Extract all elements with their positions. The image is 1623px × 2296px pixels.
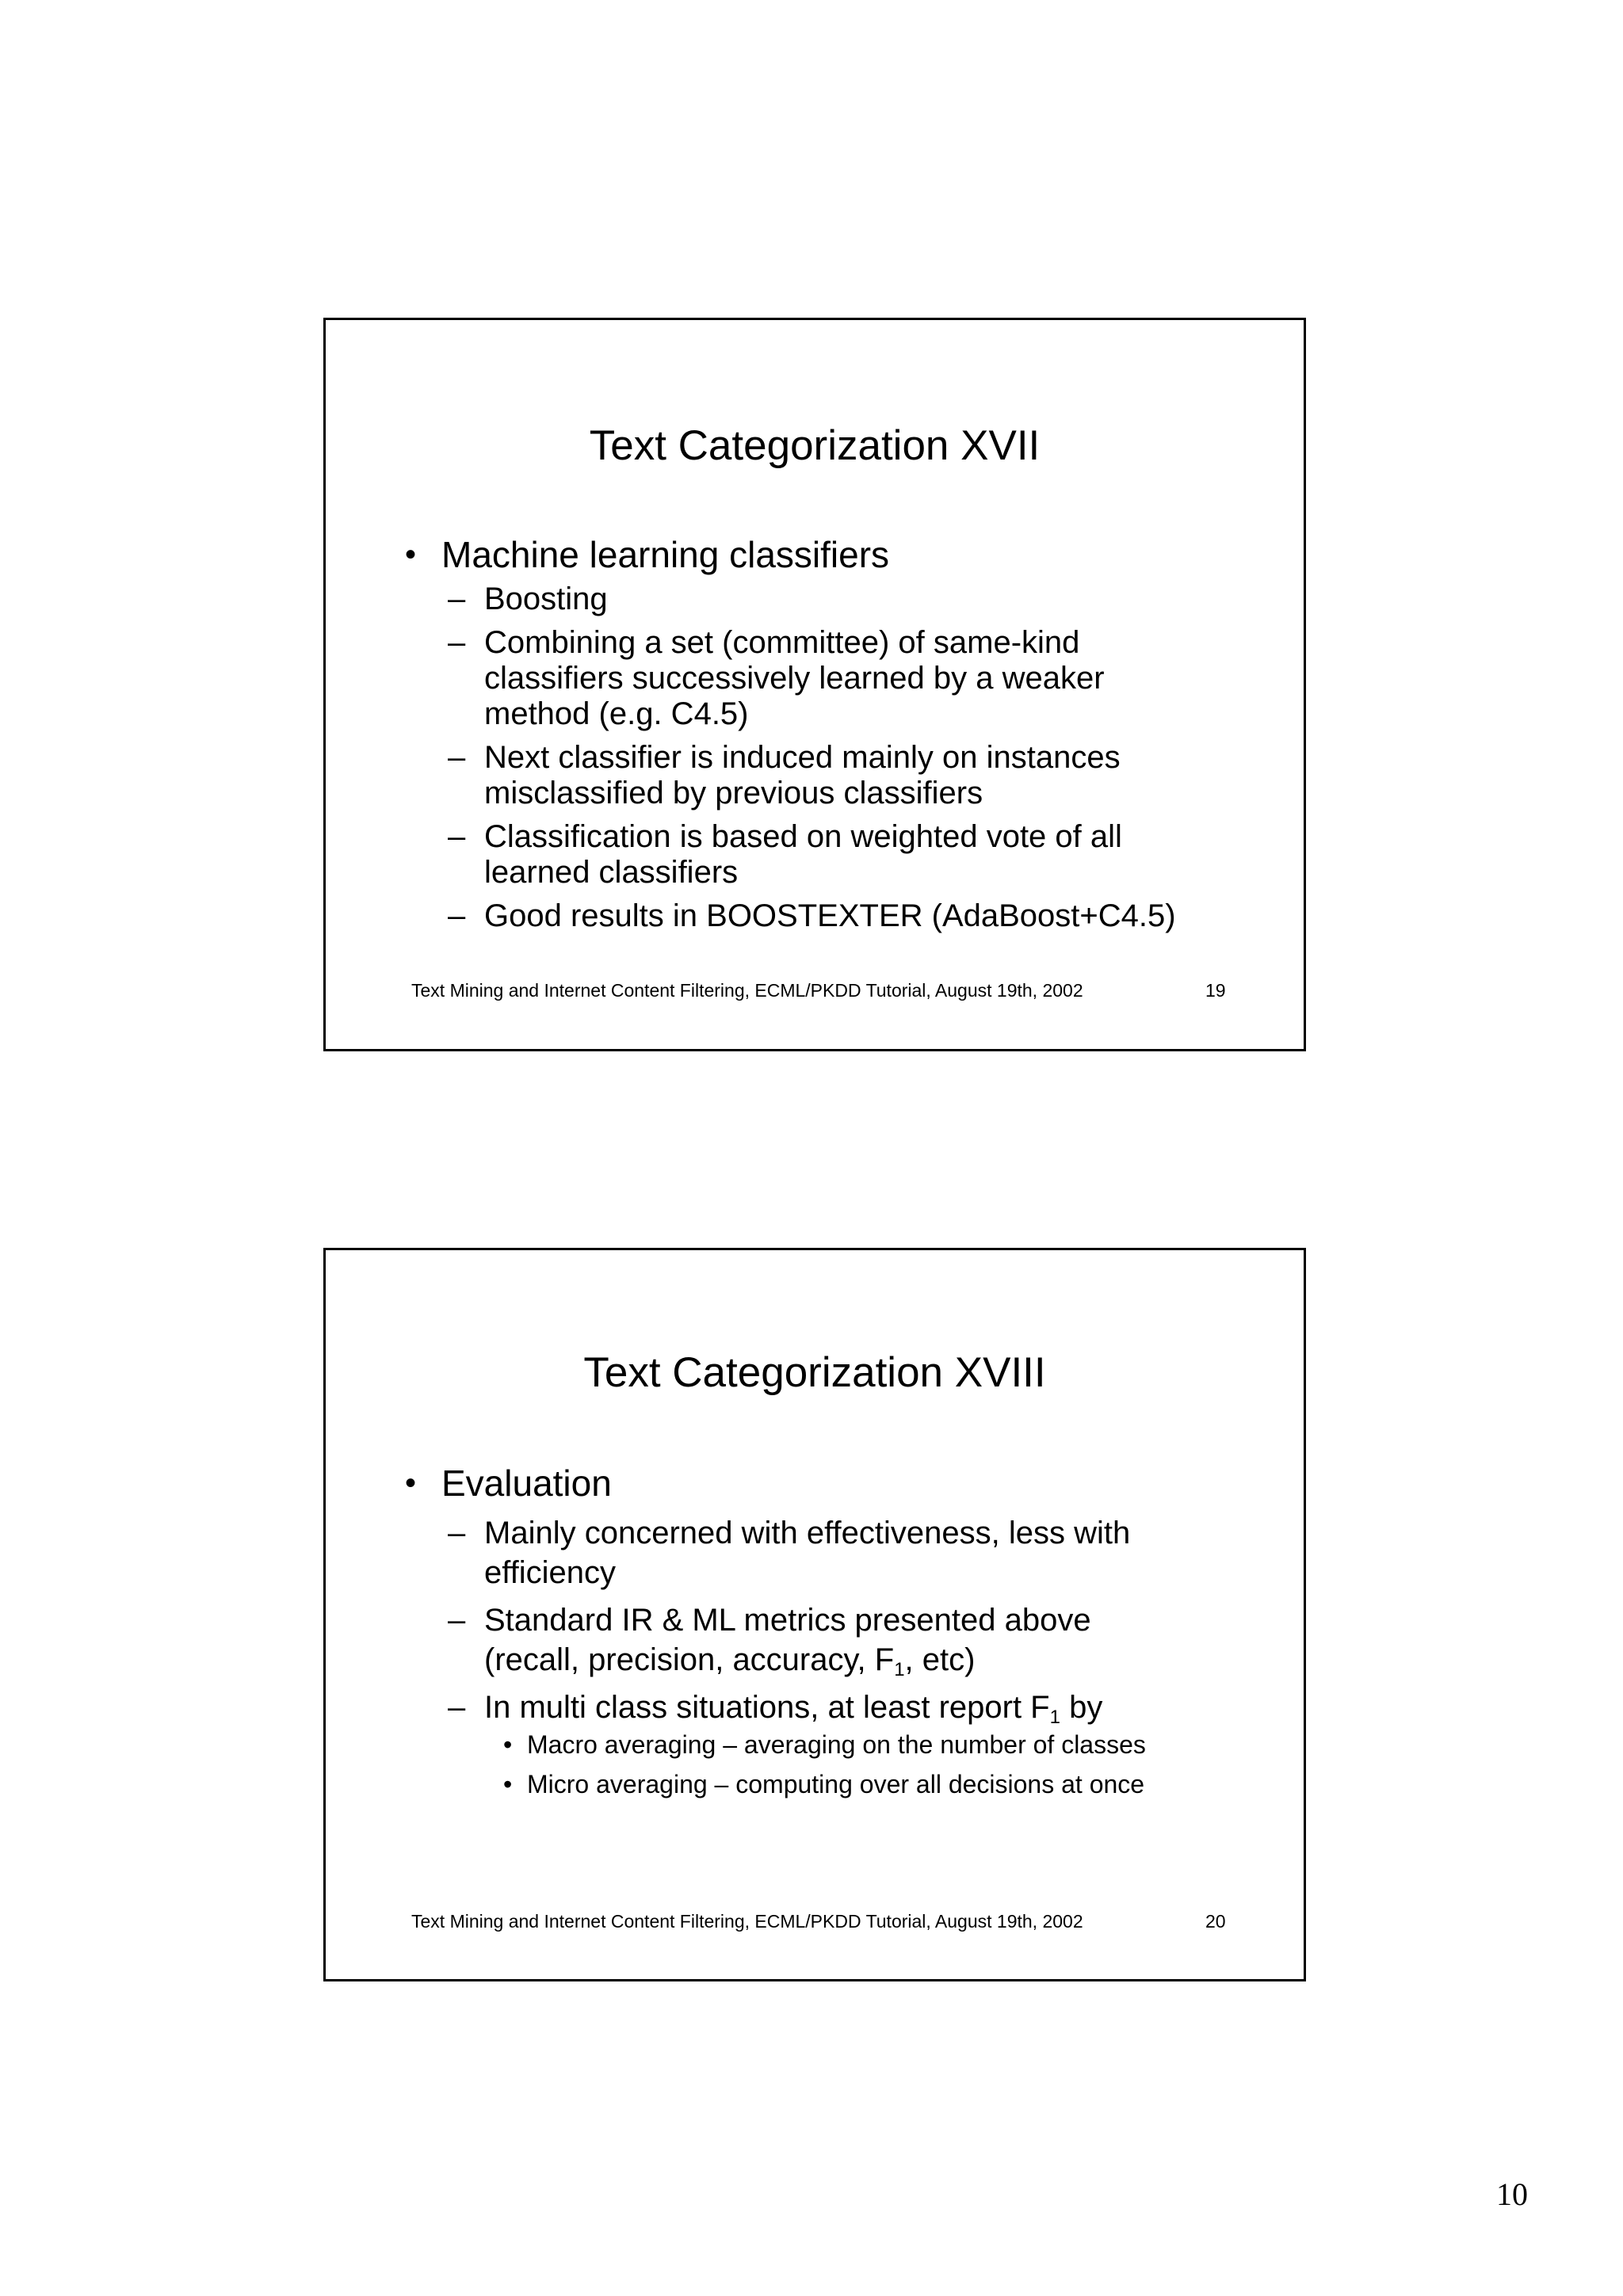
dash-icon: – — [448, 625, 466, 660]
subscript: 1 — [1049, 1707, 1060, 1729]
slide-19 — [323, 318, 1306, 1051]
sub-item — [405, 1600, 1272, 1680]
sub-item-text: Mainly concerned with effectiveness, less with efficiency — [484, 1516, 1131, 1590]
sub-item — [405, 1688, 1272, 1727]
sub-item-text: Good results in BOOSTEXTER (AdaBoost+C4.5) — [484, 898, 1176, 933]
dash-icon: – — [448, 898, 466, 933]
sub-item — [405, 625, 1272, 732]
dash-icon: – — [448, 1516, 466, 1550]
bullet-icon: • — [503, 1730, 513, 1759]
sub-item-text: Standard IR & ML metrics presented above (recall, precision, accuracy, $F_1$, etc) — [484, 1603, 1091, 1681]
dash-icon: – — [448, 819, 466, 854]
sub-item — [405, 582, 1272, 617]
sub-item — [405, 898, 1272, 934]
dash-icon: – — [448, 1603, 466, 1638]
sub-item-text: Next classifier is induced mainly on instances misclassified by previous classifiers — [484, 740, 1121, 810]
sub-item-text: Classification is based on weighted vote of all learned classifiers — [484, 819, 1122, 890]
sub-sub-item — [405, 1729, 1272, 1760]
slide-number: 19 — [1205, 980, 1226, 1001]
page-number: 10 — [1496, 2176, 1528, 2212]
sub-item-text: Boosting — [484, 582, 608, 616]
slide-title: Text Categorization XVII — [589, 422, 1041, 469]
slide-20 — [323, 1248, 1306, 1981]
bullet-icon: • — [405, 1466, 417, 1501]
sub-item — [405, 819, 1272, 891]
bullet-icon: • — [503, 1770, 513, 1798]
dash-icon: – — [448, 740, 466, 775]
sub-sub-item-text: Micro averaging – computing over all decisions at once — [527, 1770, 1145, 1798]
slide-footer: Text Mining and Internet Content Filtering, ECML/PKDD Tutorial, August 19th, 2002 — [411, 980, 1083, 1001]
sub-sub-item — [405, 1768, 1272, 1800]
slide-content — [405, 534, 1272, 942]
bullet-icon: • — [405, 537, 417, 572]
dash-icon: – — [448, 1690, 466, 1725]
bullet-text: Evaluation — [441, 1463, 612, 1504]
sub-item — [405, 1513, 1272, 1592]
bullet-item — [405, 1463, 1272, 1504]
slide-title: Text Categorization XVIII — [583, 1349, 1046, 1396]
bullet-item — [405, 534, 1272, 575]
bullet-text: Machine learning classifiers — [441, 534, 890, 575]
sub-sub-item-text: Macro averaging – averaging on the number of classes — [527, 1730, 1146, 1759]
sub-item-text: Combining a set (committee) of same-kind classifiers successively learned by a weaker method (e.g. C4.5) — [484, 625, 1105, 731]
sub-item-text: In multi class situations, at least report $F_1$ by — [484, 1690, 1103, 1729]
slide-footer: Text Mining and Internet Content Filtering, ECML/PKDD Tutorial, August 19th, 2002 — [411, 1911, 1083, 1932]
slide-content — [405, 1463, 1272, 1808]
dash-icon: – — [448, 582, 466, 616]
sub-item — [405, 740, 1272, 811]
subscript: 1 — [894, 1659, 905, 1681]
slide-number: 20 — [1205, 1911, 1226, 1932]
